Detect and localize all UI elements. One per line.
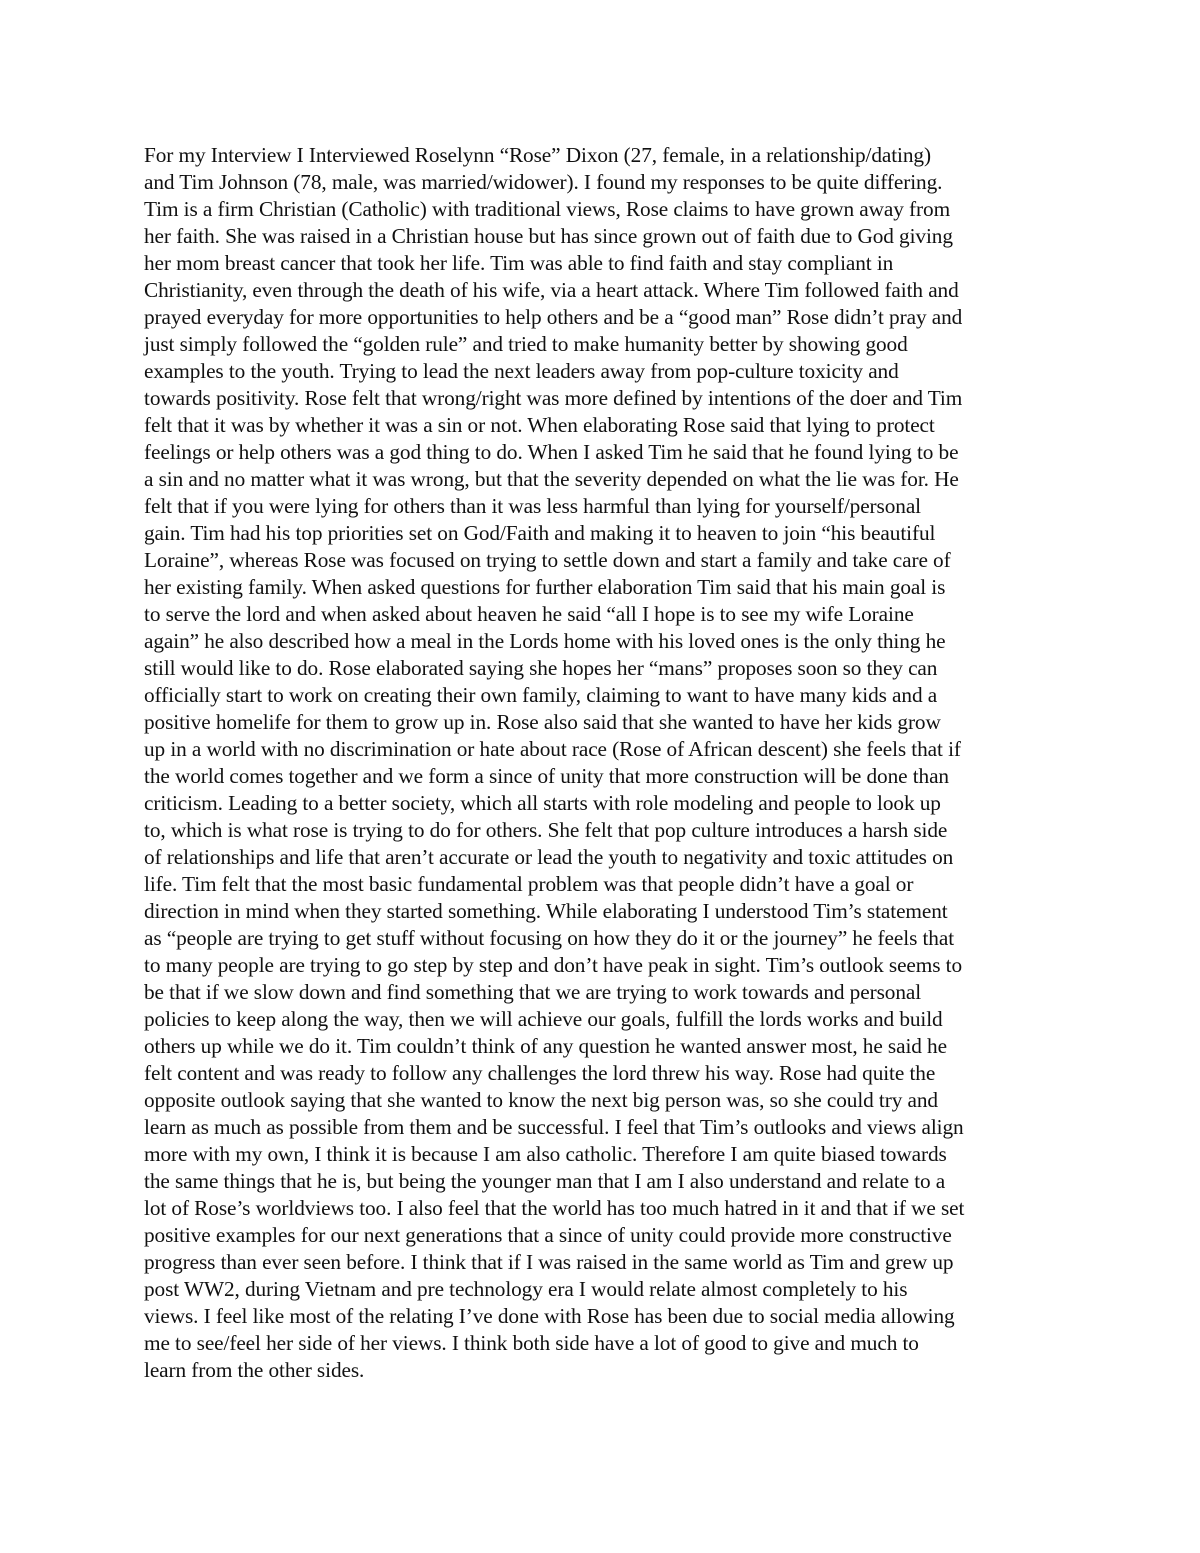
text-line: criticism. Leading to a better society, which all starts with role modeling and people to look up	[144, 791, 941, 815]
essay-paragraph	[144, 142, 1064, 1384]
text-line: to, which is what rose is trying to do for others. She felt that pop culture introduces a harsh side	[144, 818, 948, 842]
text-line: to many people are trying to go step by step and don’t have peak in sight. Tim’s outlook seems to	[144, 953, 963, 977]
text-line: her existing family. When asked questions for further elaboration Tim said that his main goal is	[144, 575, 946, 599]
text-line: post WW2, during Vietnam and pre technology era I would relate almost completely to his	[144, 1277, 908, 1301]
text-line: and Tim Johnson (78, male, was married/widower). I found my responses to be quite differing.	[144, 170, 943, 194]
text-line: the world comes together and we form a since of unity that more construction will be done than	[144, 764, 949, 788]
text-line: just simply followed the “golden rule” and tried to make humanity better by showing good	[144, 332, 908, 356]
text-line: learn as much as possible from them and be successful. I feel that Tim’s outlooks and views align	[144, 1115, 964, 1139]
text-line: still would like to do. Rose elaborated saying she hopes her “mans” proposes soon so they can	[144, 656, 938, 680]
text-line: positive homelife for them to grow up in. Rose also said that she wanted to have her kids grow	[144, 710, 941, 734]
text-line: a sin and no matter what it was wrong, but that the severity depended on what the lie was for. He	[144, 467, 959, 491]
text-line: the same things that he is, but being the younger man that I am I also understand and relate to a	[144, 1169, 946, 1193]
text-line: felt content and was ready to follow any challenges the lord threw his way. Rose had quite the	[144, 1061, 936, 1085]
text-line: learn from the other sides.	[144, 1358, 365, 1382]
text-line: me to see/feel her side of her views. I think both side have a lot of good to give and much to	[144, 1331, 919, 1355]
text-line: up in a world with no discrimination or hate about race (Rose of African descent) she feels that if	[144, 737, 961, 761]
text-line: officially start to work on creating their own family, claiming to want to have many kids and a	[144, 683, 938, 707]
text-line: as “people are trying to get stuff without focusing on how they do it or the journey” he feels that	[144, 926, 955, 950]
text-line: Loraine”, whereas Rose was focused on trying to settle down and start a family and take care of	[144, 548, 951, 572]
text-line: to serve the lord and when asked about heaven he said “all I hope is to see my wife Loraine	[144, 602, 914, 626]
text-line: feelings or help others was a god thing to do. When I asked Tim he said that he found lying to be	[144, 440, 959, 464]
text-line: progress than ever seen before. I think that if I was raised in the same world as Tim and grew up	[144, 1250, 954, 1274]
text-line: direction in mind when they started something. While elaborating I understood Tim’s statement	[144, 899, 948, 923]
text-line: For my Interview I Interviewed Roselynn “Rose” Dixon (27, female, in a relationship/dating)	[144, 143, 931, 167]
text-line: positive examples for our next generations that a since of unity could provide more constructive	[144, 1223, 952, 1247]
text-line: lot of Rose’s worldviews too. I also feel that the world has too much hatred in it and that if we set	[144, 1196, 965, 1220]
text-line: more with my own, I think it is because I am also catholic. Therefore I am quite biased towards	[144, 1142, 947, 1166]
text-line: opposite outlook saying that she wanted to know the next big person was, so she could try and	[144, 1088, 938, 1112]
text-line: Christianity, even through the death of his wife, via a heart attack. Where Tim followed faith and	[144, 278, 959, 302]
text-line: felt that it was by whether it was a sin or not. When elaborating Rose said that lying to protect	[144, 413, 935, 437]
text-line: views. I feel like most of the relating I’ve done with Rose has been due to social media allowing	[144, 1304, 955, 1328]
text-line: examples to the youth. Trying to lead the next leaders away from pop-culture toxicity and	[144, 359, 899, 383]
text-line: Tim is a firm Christian (Catholic) with traditional views, Rose claims to have grown away from	[144, 197, 951, 221]
text-line: others up while we do it. Tim couldn’t think of any question he wanted answer most, he said he	[144, 1034, 947, 1058]
text-line: gain. Tim had his top priorities set on God/Faith and making it to heaven to join “his beautiful	[144, 521, 936, 545]
text-line: towards positivity. Rose felt that wrong/right was more defined by intentions of the doer and Tim	[144, 386, 963, 410]
text-line: again” he also described how a meal in the Lords home with his loved ones is the only thing he	[144, 629, 946, 653]
text-line: of relationships and life that aren’t accurate or lead the youth to negativity and toxic attitudes on	[144, 845, 954, 869]
text-line: policies to keep along the way, then we will achieve our goals, fulfill the lords works and build	[144, 1007, 943, 1031]
text-line: her faith. She was raised in a Christian house but has since grown out of faith due to God giving	[144, 224, 953, 248]
text-line: life. Tim felt that the most basic fundamental problem was that people didn’t have a goal or	[144, 872, 914, 896]
text-line: her mom breast cancer that took her life. Tim was able to find faith and stay compliant in	[144, 251, 894, 275]
text-line: felt that if you were lying for others than it was less harmful than lying for yourself/personal	[144, 494, 922, 518]
text-line: prayed everyday for more opportunities to help others and be a “good man” Rose didn’t pray and	[144, 305, 963, 329]
text-line: be that if we slow down and find something that we are trying to work towards and personal	[144, 980, 922, 1004]
